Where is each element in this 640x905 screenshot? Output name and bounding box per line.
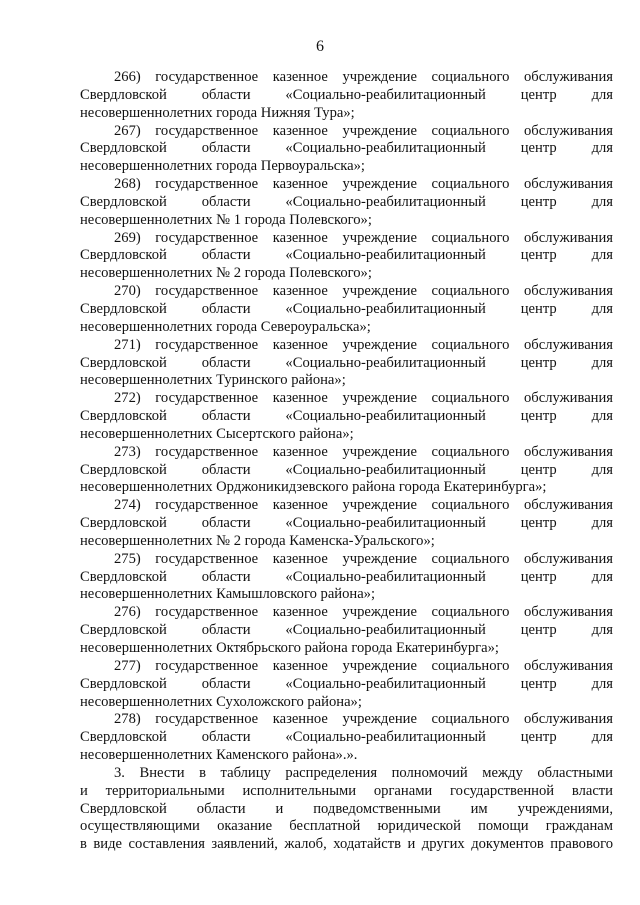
text-line: несовершеннолетних Сухоложского района»; <box>80 693 362 710</box>
text-line: несовершеннолетних Камышловского района»; <box>80 586 376 603</box>
text-line: Свердловской области «Социально-реабилитационный центр для <box>80 568 613 585</box>
text-line: 268) государственное казенное учреждение социального обслуживания <box>114 176 613 193</box>
text-line: 274) государственное казенное учреждение социального обслуживания <box>114 497 613 514</box>
list-item <box>80 230 613 284</box>
text-line: Свердловской области «Социально-реабилитационный центр для <box>80 247 613 264</box>
text-line: 276) государственное казенное учреждение социального обслуживания <box>114 604 613 621</box>
list-item <box>80 123 613 177</box>
text-line: несовершеннолетних Каменского района».». <box>80 747 358 764</box>
list-item <box>80 551 613 605</box>
text-line: Свердловской области «Социально-реабилитационный центр для <box>80 193 613 210</box>
text-line: в виде составления заявлений, жалоб, ходатайств и других документов правового <box>80 836 613 853</box>
paragraph-item-3 <box>80 765 613 854</box>
text-line: несовершеннолетних города Первоуральска»; <box>80 158 365 175</box>
text-line: несовершеннолетних Октябрьского района города Екатеринбурга»; <box>80 640 499 656</box>
text-line: 266) государственное казенное учреждение социального обслуживания <box>114 69 613 85</box>
text-line: Свердловской области «Социально-реабилитационный центр для <box>80 140 613 157</box>
page-number: 6 <box>316 38 324 55</box>
text-line: Свердловской области «Социально-реабилитационный центр для <box>80 622 613 639</box>
text-line: 273) государственное казенное учреждение социального обслуживания <box>114 443 613 460</box>
text-line: 277) государственное казенное учреждение социального обслуживания <box>114 657 613 674</box>
text-line: Свердловской области «Социально-реабилитационный центр для <box>80 461 613 478</box>
text-line: 3. Внести в таблицу распределения полномочий между областными <box>114 764 613 781</box>
text-line: осуществляющими оказание бесплатной юридической помощи гражданам <box>80 818 613 835</box>
text-line: несовершеннолетних города Нижняя Тура»; <box>80 104 355 121</box>
text-line: несовершеннолетних № 2 города Полевского»; <box>80 265 372 282</box>
text-line: 272) государственное казенное учреждение социального обслуживания <box>114 390 613 407</box>
list-item <box>80 658 613 712</box>
text-line: несовершеннолетних города Североуральска»; <box>80 318 371 335</box>
text-line: Свердловской области и подведомственными им учреждениями, <box>80 800 613 817</box>
text-line: 275) государственное казенное учреждение социального обслуживания <box>114 550 613 567</box>
document-body <box>80 69 613 854</box>
list-item <box>80 711 613 765</box>
text-line: Свердловской области «Социально-реабилитационный центр для <box>80 729 613 746</box>
list-item <box>80 604 613 658</box>
list-item <box>80 283 613 337</box>
text-line: и территориальными исполнительными органами государственной власти <box>80 782 613 799</box>
list-item <box>80 337 613 391</box>
text-line: несовершеннолетних Сысертского района»; <box>80 425 354 442</box>
list-item <box>80 497 613 551</box>
list-item <box>80 444 613 498</box>
list-item <box>80 390 613 444</box>
text-line: 271) государственное казенное учреждение социального обслуживания <box>114 336 613 353</box>
text-line: 278) государственное казенное учреждение социального обслуживания <box>114 711 613 728</box>
text-line: несовершеннолетних № 1 города Полевского»; <box>80 211 372 228</box>
text-line: Свердловской области «Социально-реабилитационный центр для <box>80 86 613 103</box>
text-line: Свердловской области «Социально-реабилитационный центр для <box>80 300 613 317</box>
text-line: несовершеннолетних Орджоникидзевского района города Екатеринбурга»; <box>80 479 547 496</box>
list-item <box>80 176 613 230</box>
text-line: Свердловской области «Социально-реабилитационный центр для <box>80 515 613 532</box>
text-line: Свердловской области «Социально-реабилитационный центр для <box>80 354 613 371</box>
text-line: несовершеннолетних Туринского района»; <box>80 372 346 389</box>
text-line: несовершеннолетних № 2 города Каменска-Уральского»; <box>80 532 435 549</box>
text-line: 269) государственное казенное учреждение социального обслуживания <box>114 229 613 246</box>
text-line: 270) государственное казенное учреждение социального обслуживания <box>114 283 613 300</box>
text-line: Свердловской области «Социально-реабилитационный центр для <box>80 675 613 692</box>
list-item <box>80 69 613 123</box>
text-line: 267) государственное казенное учреждение социального обслуживания <box>114 122 613 139</box>
text-line: Свердловской области «Социально-реабилитационный центр для <box>80 408 613 425</box>
